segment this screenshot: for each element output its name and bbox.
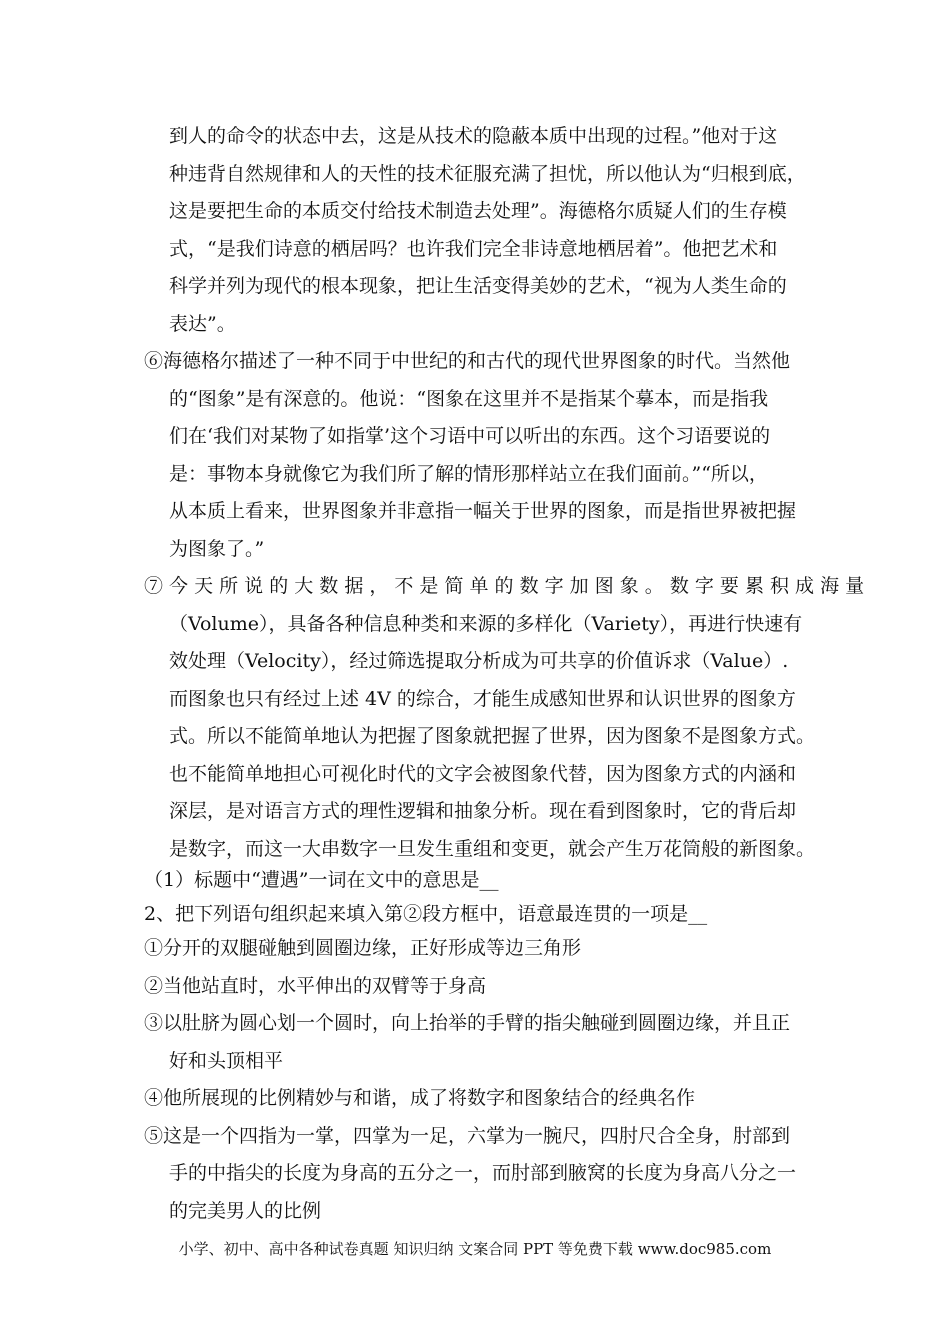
text-line: （Volume），具备各种信息种类和来源的多样化（Variety），再进行快速有: [169, 612, 803, 635]
text-line: 表达”。: [169, 312, 236, 335]
text-line: 式，“是我们诗意的栖居吗？也许我们完全非诗意地栖居着”。他把艺术和: [169, 237, 778, 260]
option-list: [144, 930, 820, 1230]
option-item-continued: 好和头顶相平: [169, 1049, 284, 1072]
paragraph-5-continued: [144, 118, 820, 343]
text-line: 为图象了。”: [169, 537, 265, 560]
text-line: 是：事物本身就像它为我们所了解的情形那样站立在我们面前。”“所以，: [169, 462, 768, 485]
text-line: 深层，是对语言方式的理性逻辑和抽象分析。现在看到图象时，它的背后却: [169, 800, 797, 822]
paragraph-6: [144, 343, 820, 568]
text-line: 式。所以不能简单地认为把握了图象就把握了世界，因为图象不是图象方式。: [169, 725, 816, 747]
text-line: ⑥海德格尔描述了一种不同于中世纪的和古代的现代世界图象的时代。当然他: [144, 350, 791, 372]
text-line: 种违背自然规律和人的天性的技术征服充满了担忧，所以他认为“归根到底，: [169, 162, 806, 185]
option-item-continued: 的完美男人的比例: [169, 1199, 322, 1222]
text-line: 们在‘我们对某物了如指掌’这个习语中可以听出的东西。这个习语要说的: [169, 425, 771, 447]
text-line: 效处理（Velocity），经过筛选提取分析成为可共享的价值诉求（Value）.: [169, 650, 789, 672]
question-1: [144, 862, 820, 900]
text-line: 是数字，而这一大串数字一旦发生重组和变更，就会产生万花筒般的新图象。: [169, 837, 816, 860]
question-2: [144, 896, 820, 934]
text-line: ⑦ 今 天 所 说 的 大 数 据 ， 不 是 简 单 的 数 字 加 图 象 。 数 字 要 累 积 成 海 量: [144, 575, 865, 597]
paragraph-7: [144, 568, 865, 868]
text-line: 从本质上看来，世界图象并非意指一幅关于世界的图象，而是指世界被把握: [169, 500, 797, 522]
option-item-continued: 手的中指尖的长度为身高的五分之一，而肘部到腋窝的长度为身高八分之一: [169, 1162, 797, 1184]
question-text: （1）标题中“遭遇”一词在文中的意思是__: [144, 869, 499, 891]
option-item: ④他所展现的比例精妙与和谐，成了将数字和图象结合的经典名作: [144, 1087, 696, 1109]
option-item: ①分开的双腿碰触到圆圈边缘，正好形成等边三角形: [144, 937, 582, 959]
question-text: 2、把下列语句组织起来填入第②段方框中，语意最连贯的一项是__: [144, 903, 708, 925]
text-line: 的“图象”是有深意的。他说：“图象在这里并不是指某个摹本，而是指我: [169, 387, 769, 410]
text-line: 这是要把生命的本质交付给技术制造去处理”。海德格尔质疑人们的生存模: [169, 200, 787, 222]
text-line: 而图象也只有经过上述 4V 的综合，才能生成感知世界和认识世界的图象方: [169, 687, 796, 710]
text-line: 科学并列为现代的根本现象，把让生活变得美妙的艺术，“视为人类生命的: [169, 275, 787, 297]
text-line: 也不能简单地担心可视化时代的文字会被图象代替，因为图象方式的内涵和: [169, 762, 797, 785]
option-item: ②当他站直时，水平伸出的双臂等于身高: [144, 974, 487, 997]
page-footer: 小学、初中、高中各种试卷真题 知识归纳 文案合同 PPT 等免费下载 www.doc985.com: [178, 1240, 772, 1258]
option-item: ⑤这是一个四指为一掌，四掌为一足，六掌为一腕尺，四肘尺合全身，肘部到: [144, 1124, 791, 1147]
text-line: 到人的命令的状态中去，这是从技术的隐蔽本质中出现的过程。”他对于这: [169, 125, 778, 147]
option-item: ③以肚脐为圆心划一个圆时，向上抬举的手臂的指尖触碰到圆圈边缘，并且正: [144, 1012, 791, 1034]
